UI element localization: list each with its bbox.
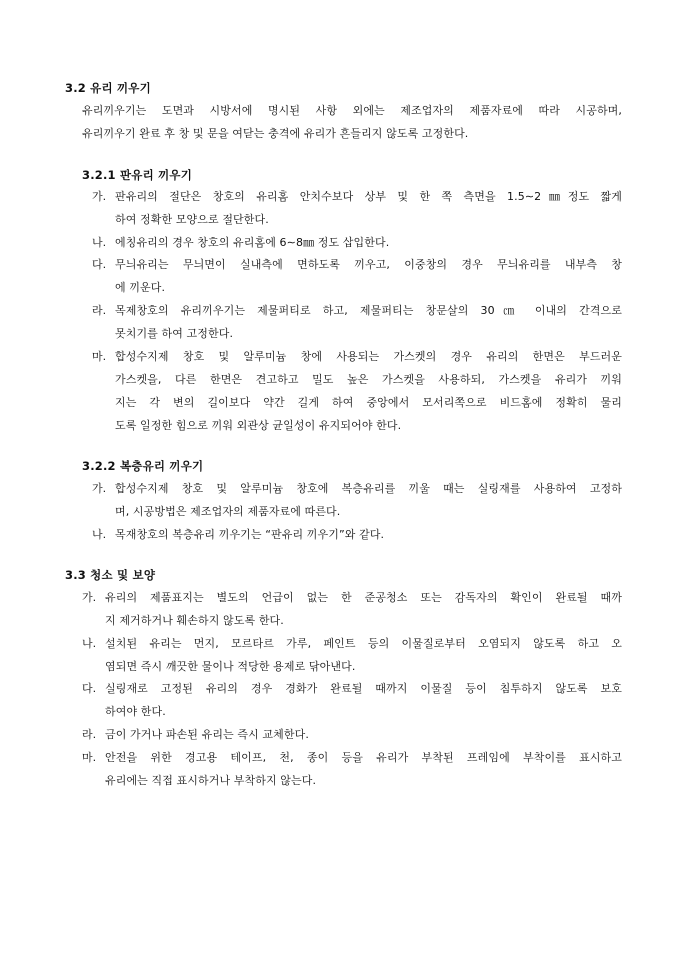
item-line: 도록 일정한 힘으로 끼워 외관상 균일성이 유지되어야 한다. (115, 419, 402, 432)
section-heading-3-3: 3.3 청소 및 보양 (65, 568, 156, 582)
item-line: 금이 가거나 파손된 유리는 즉시 교체한다. (105, 728, 309, 741)
item-line: 못치기를 하여 고정한다. (115, 327, 234, 340)
item-line: 유리의 제품표지는 별도의 언급이 없는 한 준공청소 또는 감독자의 확인이 완료될 때까 (105, 591, 622, 604)
item-label: 마. (92, 350, 107, 363)
item-line: 지 제거하거나 훼손하지 않도록 한다. (105, 614, 284, 627)
item-label: 가. (92, 190, 107, 203)
intro-line-1: 유리끼우기는 도면과 시방서에 명시된 사항 외에는 제조업자의 제품자료에 따라 시공하며, (82, 104, 622, 117)
item-line: 유리에는 직접 표시하거나 부착하지 않는다. (105, 774, 317, 787)
item-label: 가. (92, 482, 107, 495)
item-line: 며, 시공방법은 제조업자의 제품자료에 따른다. (115, 505, 341, 518)
item-line: 염되면 즉시 깨끗한 물이나 적당한 용제로 닦아낸다. (105, 660, 356, 673)
section-heading-3-2-2: 3.2.2 복층유리 끼우기 (82, 459, 204, 473)
section-heading-3-2: 3.2 유리 끼우기 (65, 81, 151, 95)
item-label: 다. (82, 682, 97, 695)
intro-line-2: 유리끼우기 완료 후 창 및 문을 여닫는 충격에 유리가 흔들리지 않도록 고정한다. (82, 127, 469, 140)
item-line: 에칭유리의 경우 창호의 유리홈에 6∼8㎜ 정도 삽입한다. (115, 236, 390, 249)
item-line: 하여야 한다. (105, 705, 166, 718)
item-line: 가스켓을, 다른 한면은 견고하고 밀도 높은 가스켓을 사용하되, 가스켓을 유리가 끼워 (115, 373, 622, 386)
item-label: 가. (82, 591, 97, 604)
item-label: 마. (82, 751, 97, 764)
item-line: 무늬유리는 무늬면이 실내측에 면하도록 끼우고, 이중창의 경우 무늬유리를 내부측 창 (115, 258, 622, 271)
item-label: 라. (92, 304, 107, 317)
item-line: 설치된 유리는 먼지, 모르타르 가루, 페인트 등의 이물질로부터 오염되지 않도록 하고 오 (105, 637, 622, 650)
item-label: 나. (92, 236, 107, 249)
item-line: 판유리의 절단은 창호의 유리홈 안치수보다 상부 및 한 쪽 측면을 1.5∼2㎜정도 짧게 (115, 190, 622, 203)
item-line: 안전을 위한 경고용 테이프, 천, 종이 등을 유리가 부착된 프레임에 부착이를 표시하고 (105, 751, 622, 764)
item-line: 합성수지제 창호 및 알루미늄 창에 사용되는 가스켓의 경우 유리의 한면은 부드러운 (115, 350, 622, 363)
item-line: 목제창호의 유리끼우기는 제물퍼티로 하고, 제물퍼티는 창문살의 30㎝ 이내의 간격으로 (115, 304, 622, 317)
item-line: 에 끼운다. (115, 281, 166, 294)
section-heading-3-2-1: 3.2.1 판유리 끼우기 (82, 168, 193, 182)
item-label: 나. (92, 528, 107, 541)
item-line: 지는 각 변의 길이보다 약간 길게 하여 중앙에서 모서리쪽으로 비드홈에 정확히 물리 (115, 396, 622, 409)
item-line: 하여 정확한 모양으로 절단한다. (115, 213, 269, 226)
item-label: 나. (82, 637, 97, 650)
item-line: 실링재로 고정된 유리의 경우 경화가 완료될 때까지 이물질 등이 침투하지 않도록 보호 (105, 682, 622, 695)
item-line: 목재창호의 복층유리 끼우기는 “판유리 끼우기”와 같다. (115, 528, 385, 541)
item-label: 라. (82, 728, 97, 741)
item-label: 다. (92, 258, 107, 271)
item-line: 합성수지제 창호 및 알루미늄 창호에 복층유리를 끼울 때는 실링재를 사용하여 고정하 (115, 482, 622, 495)
